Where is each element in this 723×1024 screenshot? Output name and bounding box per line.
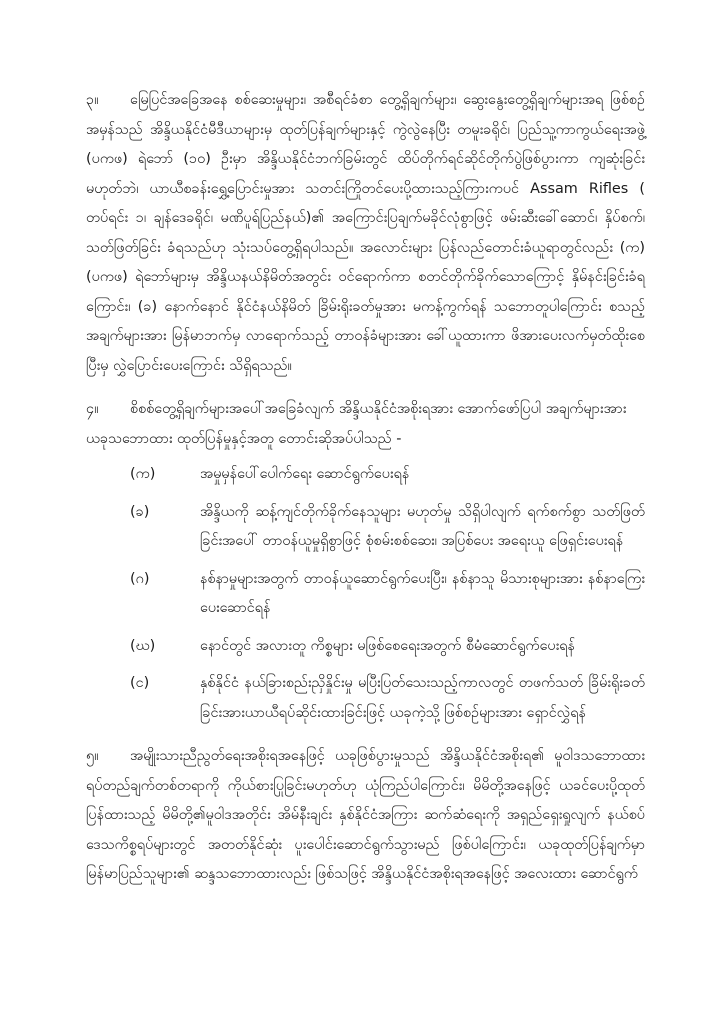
list-item-label: (ဂ) — [130, 570, 150, 587]
list-item-text: အိန္ဒိယကို ဆန့်ကျင်တိုက်ခိုက်နေသူများ မဟုတ်မှု သိရှိပါလျက် ရက်စက်စွာ သတ်ဖြတ်ခြင်းအပေါ် တာဝန်ယူမှုရှိစွာဖြင့် စုံစမ်းစစ်ဆေး၊ အပြစ်ပေး အရေးယူ ဖြေရှင်းပေးရန် — [200, 503, 645, 549]
list-item — [86, 632, 645, 662]
paragraph-number: ၃။ — [86, 92, 99, 108]
paragraph-text: အမျိုးသားညီညွတ်ရေးအစိုးရအနေဖြင့် ယခုဖြစ်ပွားမှုသည် အိန္ဒိယနိုင်ငံအစိုးရ၏ မူဝါဒသဘောထားရပ်တည်ချက်တစ်တရာကို ကိုယ်စားပြုခြင်းမဟုတ်ဟု ယုံကြည်ပါကြောင်း၊ မိမိတို့အနေဖြင့် ယခင်ပေးပို့ထုတ်ပြန်ထားသည့် မိမိတို့၏မူဝါဒအတိုင်း အိမ်နီးချင်း နှစ်နိုင်ငံအကြား ဆက်ဆံရေးကို အရှည်ရှေးရှုလျက် နယ်စပ်ဒေသကိစ္စရပ်များတွင် အတတ်နိုင်ဆုံး ပူးပေါင်းဆောင်ရွက်သွားမည် ဖြစ်ပါကြောင်း၊ ယခုထုတ်ပြန်ချက်မှာ မြန်မာပြည်သူများ၏ ဆန္ဒသဘောထားလည်း ဖြစ်သဖြင့် အိန္ဒိယနိုင်ငံအစိုးရအနေဖြင့် အလေးထား ဆောင်ရွက် — [86, 748, 645, 882]
paragraph-number: ၄။ — [86, 401, 99, 417]
list-item-label: (ဃ) — [130, 637, 156, 654]
list-item-label: (င) — [130, 675, 150, 691]
list-item — [86, 565, 645, 624]
paragraph-3 — [86, 86, 645, 381]
list-item-label: (က) — [130, 466, 156, 482]
list-item-text: နစ်နာမှုများအတွက် တာဝန်ယူဆောင်ရွက်ပေးပြီး၊ နစ်နာသူ မိသားစုများအား နစ်နာကြေးပေးဆောင်ရန် — [200, 570, 645, 616]
paragraph-4 — [86, 395, 645, 454]
list-item-text: နှစ်နိုင်ငံ နယ်ခြားစည်းညှိနှိုင်းမှု မပြီးပြတ်သေးသည့်ကာလတွင် တဖက်သတ် ခြိမ်းရိုးခတ်ခြင်းအားယာယီရပ်ဆိုင်းထားခြင်းဖြင့် ယခုကဲ့သို့ ဖြစ်စဉ်များအား ရှောင်လွှဲရန် — [200, 675, 645, 721]
list-item-text: နောင်တွင် အလားတူ ကိစ္စများ မဖြစ်စေရေးအတွက် စီမံဆောင်ရွက်ပေးရန် — [200, 637, 575, 654]
demand-list — [86, 460, 645, 728]
paragraph-text: မြေပြင်အခြေအနေ စစ်ဆေးမှုများ၊ အစီရင်ခံစာ တွေ့ရှိချက်များ၊ ဆွေးနွေးတွေ့ရှိချက်များအရ ဖြစ်စဉ်အမှန်သည် အိန္ဒိယနိုင်ငံမီဒီယာများမှ ထုတ်ပြန်ချက်များနှင့် ကွဲလွဲနေပြီး တမူးခရိုင်၊ ပြည်သူ့ကာကွယ်ရေးအဖွဲ့ (ပကဖ) ရဲဘော် (၁၀) ဦးမှာ အိန္ဒိယနိုင်ငံဘက်ခြမ်းတွင် ထိပ်တိုက်ရင်ဆိုင်တိုက်ပွဲဖြစ်ပွားကာ ကျဆုံးခြင်းမဟုတ်ဘဲ၊ ယာယီစခန်းရွှေ့ပြောင်းမှုအား သတင်းကြိုတင်ပေးပို့ထားသည့်ကြားကပင် Assam Rifles ( တပ်ရင်း ၁၊ ချန်ဒေခရိုင်၊ မဏိပူရ်ပြည်နယ်)၏ အကြောင်းပြချက်မခိုင်လုံစွာဖြင့် ဖမ်းဆီးခေါ်ဆောင်၊ နှိပ်စက်၊ သတ်ဖြတ်ခြင်း ခံရသည်ဟု သုံးသပ်တွေ့ရှိရပါသည်။ အလောင်းများ ပြန်လည်တောင်းခံယူရာတွင်လည်း (က) (ပကဖ) ရဲဘော်များမှ အိန္ဒိယနယ်နိမိတ်အတွင်း ဝင်ရောက်ကာ စတင်တိုက်ခိုက်သောကြောင့် နှိမ်နင်းခြင်းခံရကြောင်း၊ (ခ) နောက်နောင် နိုင်ငံနယ်နိမိတ် ခြိမ်းရိုးခတ်မှုအား မကန့်ကွက်ရန် သဘောတူပါကြောင်း စသည့် အချက်များအား မြန်မာဘက်မှ လာရောက်သည့် တာဝန်ခံများအား ခေါ်ယူထားကာ ဖိအားပေးလက်မှတ်ထိုးစေပြီးမှ လွှဲပြောင်းပေးကြောင်း သိရှိရသည်။ — [86, 92, 645, 374]
list-item-label: (ခ) — [130, 503, 150, 520]
paragraph-number: ၅။ — [86, 748, 99, 764]
paragraph-text: စိစစ်တွေ့ရှိချက်များအပေါ်အခြေခံလျက် အိန္ဒိယနိုင်ငံအစိုးရအား အောက်ဖော်ပြပါ အချက်များအား ယခုသဘောထား ထုတ်ပြန်မှုနှင့်အတူ တောင်းဆိုအပ်ပါသည် - — [86, 401, 627, 447]
list-item — [86, 669, 645, 728]
list-item — [86, 460, 645, 490]
list-item-text: အမှုမှန်ပေါ်ပေါက်ရေး ဆောင်ရွက်ပေးရန် — [200, 466, 410, 482]
paragraph-5 — [86, 742, 645, 890]
list-item — [86, 498, 645, 557]
